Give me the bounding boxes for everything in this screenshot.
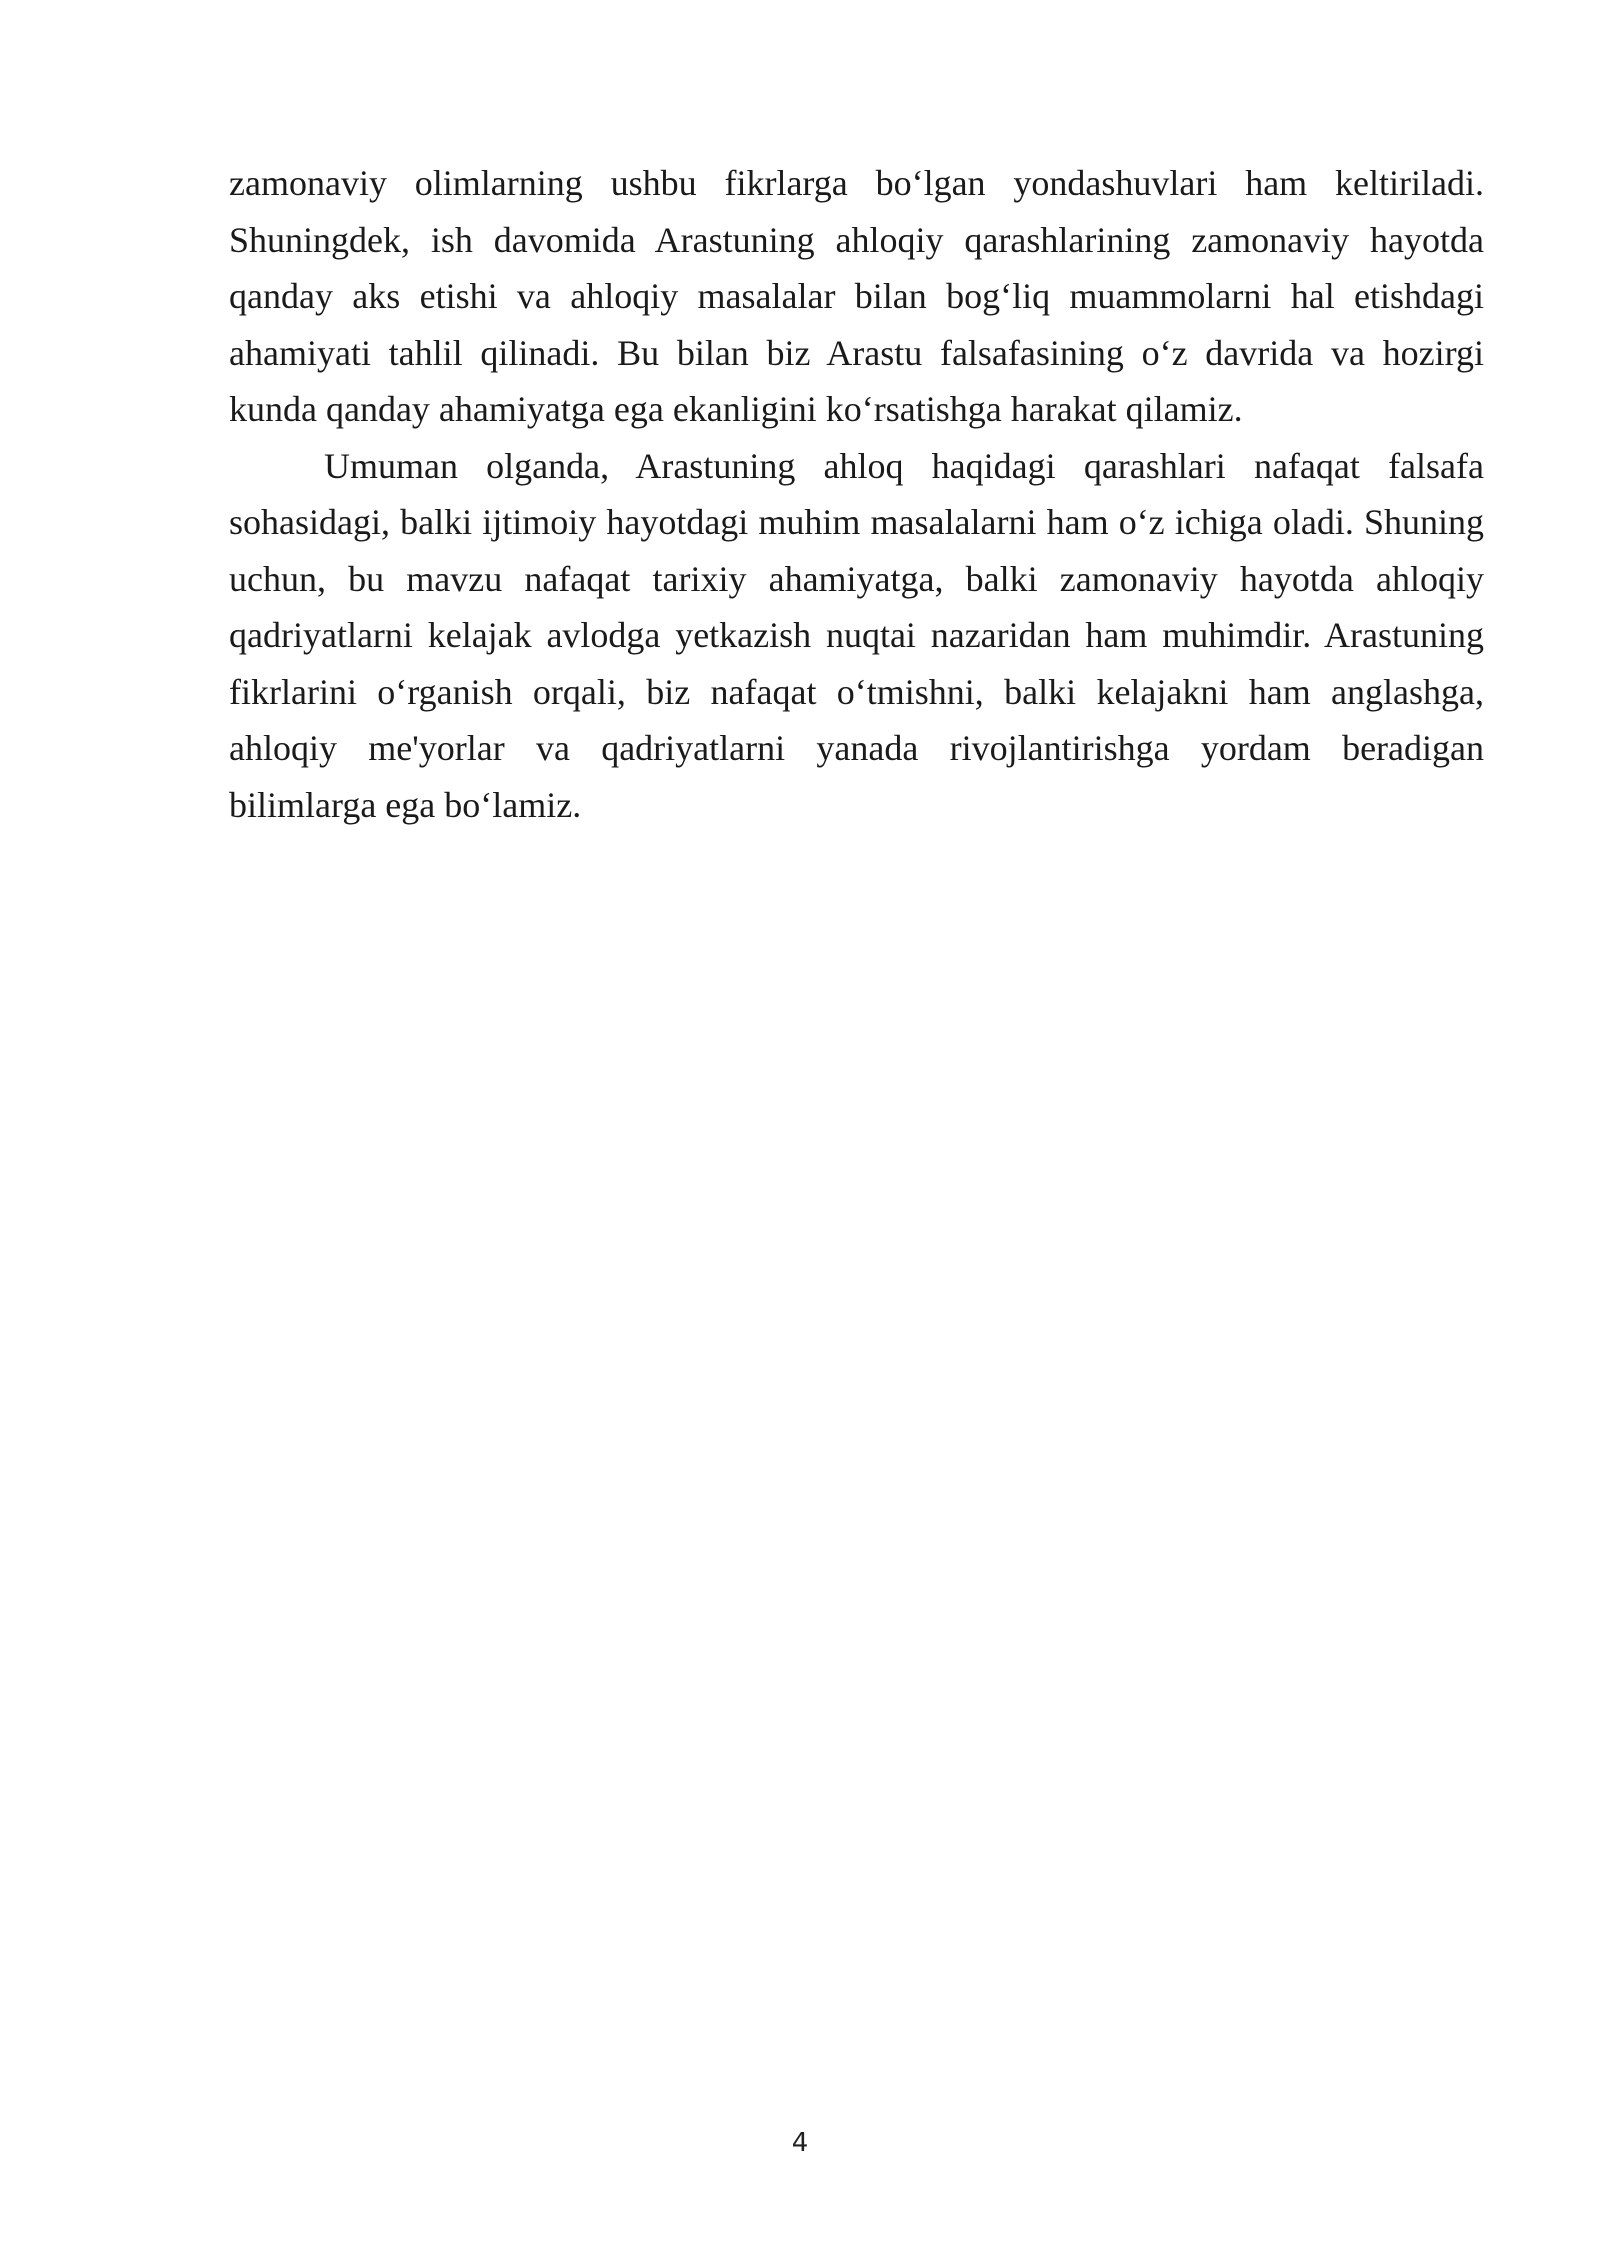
page-number: 4	[791, 2128, 809, 2158]
paragraph-continuation: zamonaviy olimlarning ushbu fikrlarga bo‘lgan yondashuvlari ham keltiriladi. Shuningdek, ish davomida Arastuning ahloqiy qarashlarining zamonaviy hayotda qanday aks etishi va ahloqiy masalalar bilan bog‘liq muammolarni hal etishdagi ahamiyati tahlil qilinadi. Bu bilan biz Arastu falsafasining o‘z davrida va hozirgi kunda qanday ahamiyatga ega ekanligini ko‘rsatishga harakat qilamiz.	[229, 163, 1484, 429]
body-text	[229, 155, 1484, 833]
paragraph-conclusion: Umuman olganda, Arastuning ahloq haqidagi qarashlari nafaqat falsafa sohasidagi, balki ijtimoiy hayotdagi muhim masalalarni ham o‘z ichiga oladi. Shuning uchun, bu mavzu nafaqat tarixiy ahamiyatga, balki zamonaviy hayotda ahloqiy qadriyatlarni kelajak avlodga yetkazish nuqtai nazaridan ham muhimdir. Arastuning fikrlarini o‘rganish orqali, biz nafaqat o‘tmishni, balki kelajakni ham anglashga, ahloqiy me'yorlar va qadriyatlarni yanada rivojlantirishga yordam beradigan bilimlarga ega bo‘lamiz.	[229, 445, 1484, 825]
